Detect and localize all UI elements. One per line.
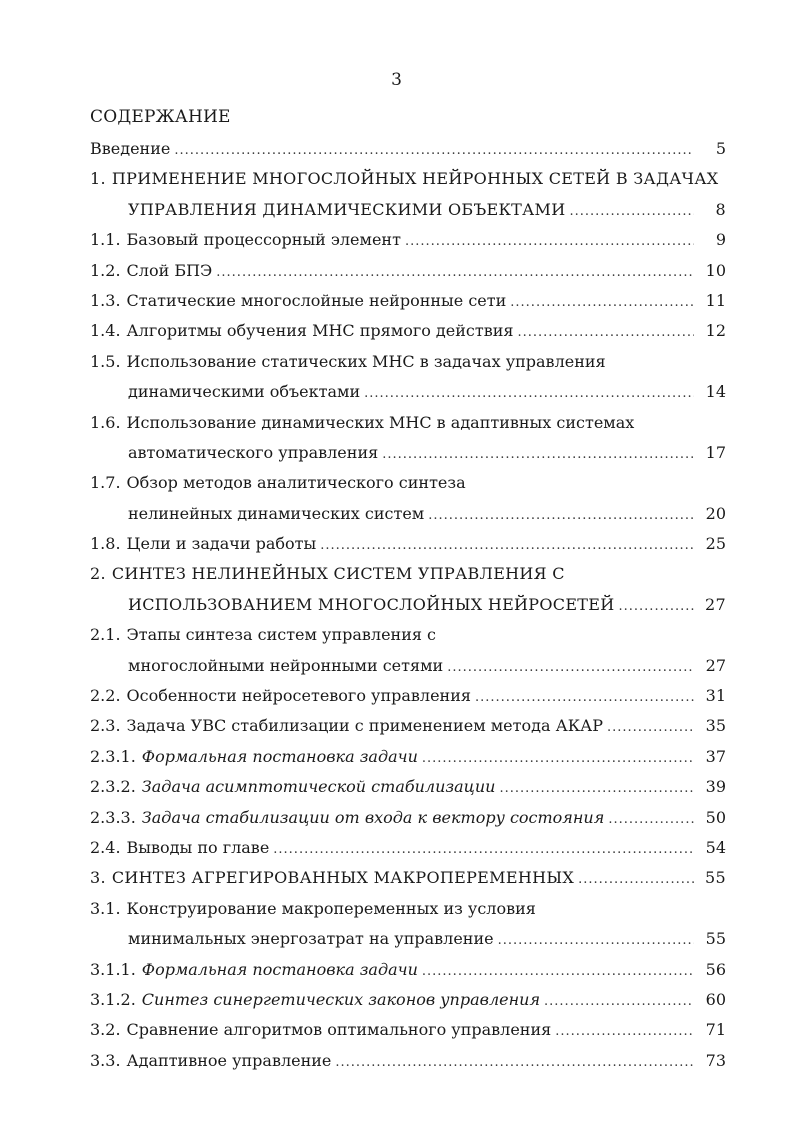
toc-entry [90,681,726,711]
toc-entry-page: 5 [715,139,726,158]
toc-leader-dots [428,501,694,531]
toc-entry-page: 56 [705,959,726,979]
toc-entry-text: Использование статических МНС в задачах управления [126,351,606,371]
toc-entry-page: 54 [705,837,726,857]
toc-entry [90,803,726,833]
toc-entry [90,256,726,286]
toc-entry-text: Задача стабилизации от входа к вектору состояния [141,807,605,827]
toc-leader-dots [422,957,694,987]
toc-entry [90,1015,726,1045]
toc-entry [90,225,726,255]
toc-entry-text: Задача УВС стабилизации с применением метода АКАР [126,716,603,736]
toc-entry [90,894,726,924]
toc-entry-page: 55 [705,929,726,949]
toc-entry-text: Введение [90,139,171,158]
toc-entry-page: 55 [705,868,726,888]
toc-entry-number: 3.1. [90,898,121,918]
toc-entry-page: 14 [705,382,726,402]
toc-entry-text: Задача асимптотической стабилизации [141,777,496,797]
toc-entry [90,499,726,529]
toc-entry-page: 11 [705,290,726,310]
toc-leader-dots [475,683,694,713]
toc-entry-text: Синтез синергетических законов управления [141,989,541,1009]
toc-entry-number: 1.5. [90,351,121,371]
toc-leader-dots [578,865,694,895]
toc-entry-number: 1.6. [90,412,121,432]
toc-entry-text: ИСПОЛЬЗОВАНИЕМ МНОГОСЛОЙНЫХ НЕЙРОСЕТЕЙ [128,594,615,614]
toc-entry-page: 9 [715,230,726,250]
toc-entry-page: 35 [705,716,726,736]
toc-entry-page: 71 [705,1020,726,1040]
toc-entry-number: 1. [90,169,106,189]
toc-entry [90,134,726,164]
toc-entry-page: 27 [705,594,726,614]
toc-entry [90,772,726,802]
toc-entry-page: 60 [705,989,726,1009]
toc-leader-dots [335,1048,694,1078]
toc-entry [90,1046,726,1076]
toc-leader-dots [273,835,694,865]
toc-entry-text: Цели и задачи работы [126,534,317,554]
toc-entry-number: 2.3.3. [90,807,136,827]
page-number: 3 [391,70,402,90]
toc-entry-page: 73 [705,1050,726,1070]
toc-entry-text: СИНТЕЗ НЕЛИНЕЙНЫХ СИСТЕМ УПРАВЛЕНИЯ С [111,564,565,584]
toc-entry-number: 1.2. [90,260,121,280]
toc-entry-number: 2. [90,564,106,584]
toc-entry [90,955,726,985]
toc-entry [90,286,726,316]
toc-entry-number: 2.3. [90,716,121,736]
toc-entry-number: 1.1. [90,230,121,250]
toc-entry-text: автоматического управления [128,442,379,462]
toc-entry-page: 12 [705,321,726,341]
toc-leader-dots [422,744,694,774]
toc-entry-page: 27 [705,655,726,675]
toc-entry [90,651,726,681]
toc-entry-number: 2.4. [90,837,121,857]
toc-entry-text: Статические многослойные нейронные сети [126,290,507,310]
toc-leader-dots [544,987,694,1017]
toc-entry-text: нелинейных динамических систем [128,503,425,523]
toc-entry [90,438,726,468]
toc-entry-number: 2.1. [90,625,121,645]
toc-entry-text: Базовый процессорный элемент [126,230,401,250]
toc-chapter-heading [90,559,726,589]
toc-entry [90,742,726,772]
toc-entry-text: УПРАВЛЕНИЯ ДИНАМИЧЕСКИМИ ОБЪЕКТАМИ [128,199,566,219]
toc-leader-dots [607,713,694,743]
toc-entry [90,833,726,863]
toc-entry [90,924,726,954]
toc-leader-dots [405,227,694,257]
toc-leader-dots [216,258,694,288]
toc-entry-text: Адаптивное управление [126,1050,332,1070]
toc-entry [90,711,726,741]
toc-leader-dots [499,774,694,804]
toc-entry-text: минимальных энергозатрат на управление [128,929,494,949]
toc-leader-dots [518,318,695,348]
toc-entry-number: 3. [90,868,106,888]
toc-leader-dots [608,805,694,835]
toc-title: СОДЕРЖАНИЕ [90,107,231,127]
toc-leader-dots [555,1017,694,1047]
toc-entry [90,347,726,377]
toc-entry-text: СИНТЕЗ АГРЕГИРОВАННЫХ МАКРОПЕРЕМЕННЫХ [111,868,575,888]
toc-entry-text: Выводы по главе [126,837,270,857]
toc-entry-number: 2.3.2. [90,777,136,797]
toc-entry-number: 2.2. [90,686,121,706]
toc-entry [90,529,726,559]
toc-entry-number: 2.3.1. [90,746,136,766]
toc-entry-number: 3.1.1. [90,959,136,979]
toc-entry-page: 37 [705,746,726,766]
toc-entry-text: Формальная постановка задачи [141,746,418,766]
toc-leader-dots [320,531,694,561]
toc-leader-dots [364,379,694,409]
toc-entry-page: 17 [705,442,726,462]
toc-chapter-heading [90,164,726,194]
toc-chapter-heading [90,863,726,893]
toc-leader-dots [174,136,694,166]
toc-entry-text: ПРИМЕНЕНИЕ МНОГОСЛОЙНЫХ НЕЙРОННЫХ СЕТЕЙ В ЗАДАЧАХ [111,169,719,189]
toc-entry-text: Формальная постановка задачи [141,959,418,979]
toc-entry-text: Конструирование макропеременных из условия [126,898,536,918]
toc-entry-text: Этапы синтеза систем управления с [126,625,437,645]
toc-entry [90,590,726,620]
toc-leader-dots [510,288,694,318]
toc-leader-dots [619,592,694,622]
toc-entry [90,195,726,225]
toc-entry-page: 50 [705,807,726,827]
toc-entry-text: Алгоритмы обучения МНС прямого действия [126,321,514,341]
toc-entry-text: Использование динамических МНС в адаптивных системах [126,412,635,432]
table-of-contents [90,134,726,1076]
toc-entry [90,985,726,1015]
toc-entry-number: 1.7. [90,473,121,493]
toc-entry-number: 3.3. [90,1050,121,1070]
toc-entry [90,468,726,498]
toc-entry-page: 25 [705,534,726,554]
toc-entry-number: 1.8. [90,534,121,554]
toc-entry-page: 39 [705,777,726,797]
toc-entry-page: 10 [705,260,726,280]
toc-entry-text: многослойными нейронными сетями [128,655,444,675]
toc-entry-text: динамическими объектами [128,382,361,402]
toc-leader-dots [382,440,694,470]
toc-leader-dots [570,197,695,227]
toc-entry [90,316,726,346]
toc-entry [90,408,726,438]
toc-entry-number: 3.1.2. [90,989,136,1009]
toc-leader-dots [447,653,694,683]
toc-entry-page: 8 [715,199,726,219]
toc-entry-text: Сравнение алгоритмов оптимального управления [126,1020,552,1040]
toc-entry-text: Слой БПЭ [126,260,213,280]
toc-entry [90,377,726,407]
toc-entry [90,620,726,650]
toc-entry-text: Особенности нейросетевого управления [126,686,471,706]
toc-entry-page: 31 [705,686,726,706]
toc-entry-number: 1.4. [90,321,121,341]
toc-entry-number: 3.2. [90,1020,121,1040]
toc-entry-number: 1.3. [90,290,121,310]
toc-entry-page: 20 [705,503,726,523]
toc-leader-dots [498,926,694,956]
toc-entry-text: Обзор методов аналитического синтеза [126,473,466,493]
